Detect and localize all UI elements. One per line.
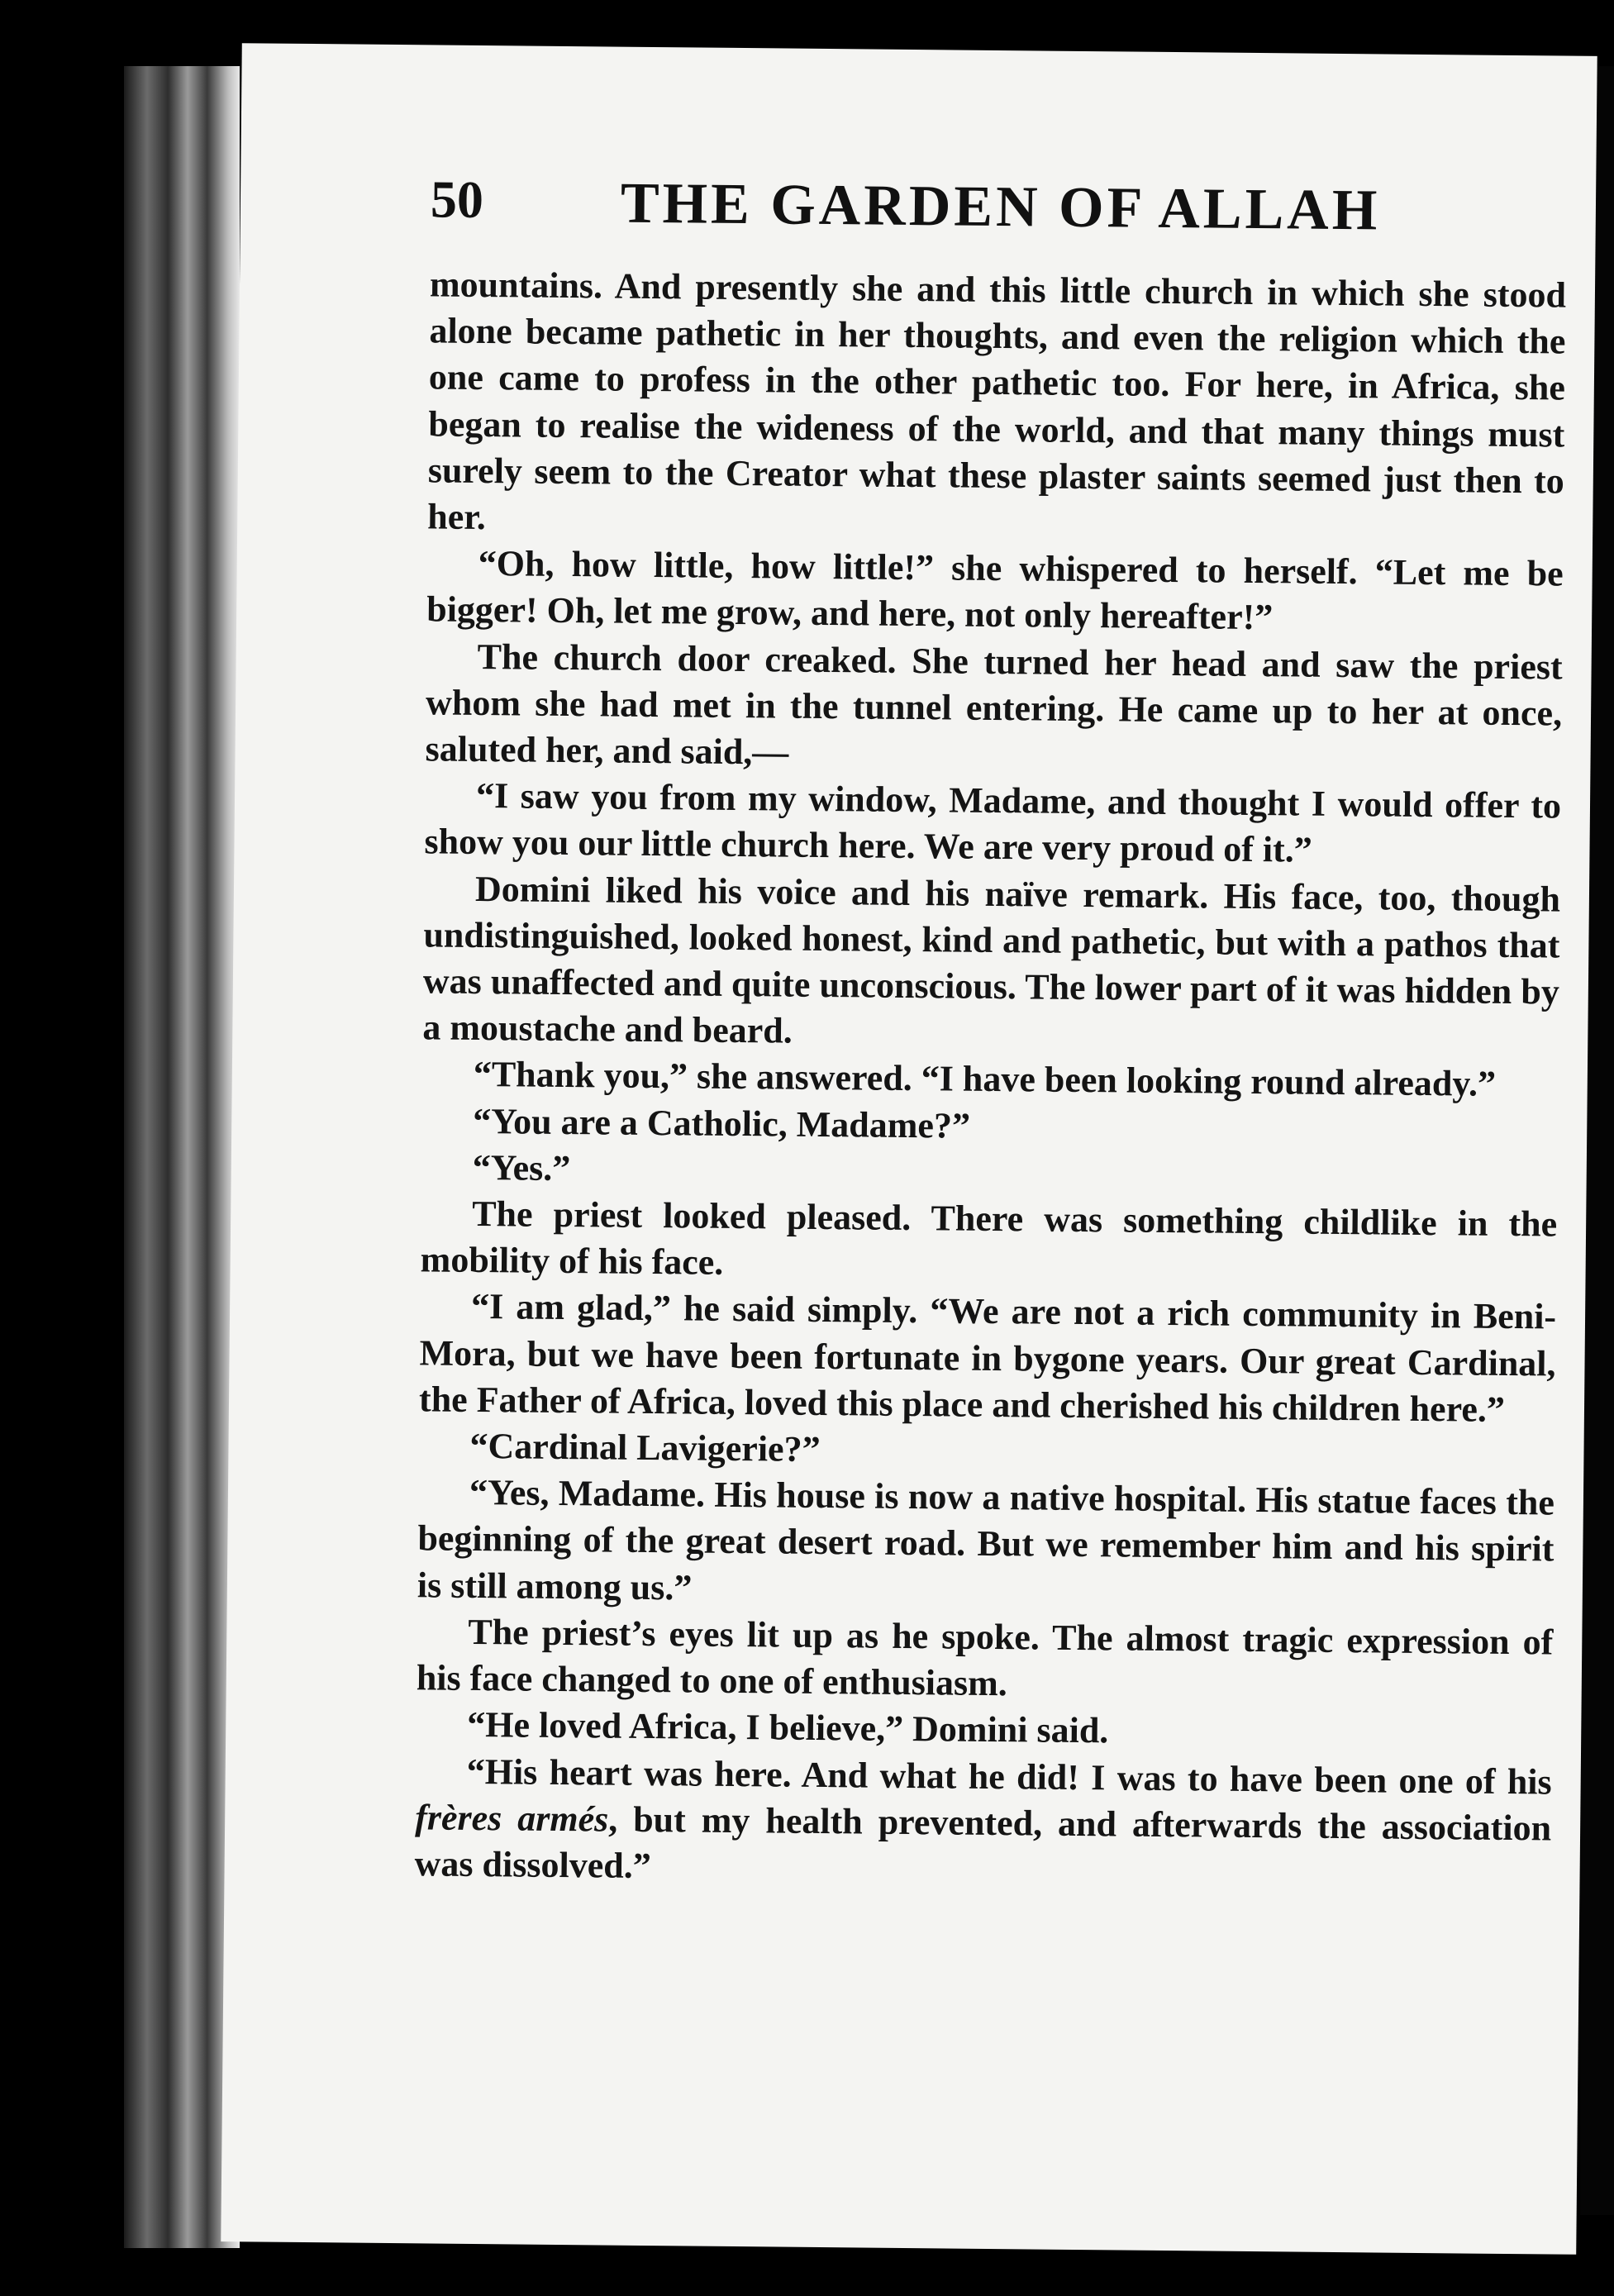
page-number: 50: [430, 169, 484, 230]
last-paragraph: [414, 1748, 1552, 1898]
paragraph: mountains. And presently she and this little church in which she stood alone became pathetic in her thoughts, and even the religion which the one came to profess in the other pathetic too. For here, in Africa, she began to realise the wideness of the world, and that many things must surely seem to the Creator what these plaster saints seemed just then to her.: [427, 264, 1567, 538]
paragraph: “I am glad,” he said simply. “We are not a rich community in Beni-Mora, but we have been fortunate in bygone years. Our great Cardinal, the Father of Africa, loved this place and cherished his children here.”: [418, 1286, 1557, 1430]
book-page: [221, 43, 1597, 2255]
paragraph: The church door creaked. She turned her head and saw the priest whom she had met in the tunnel entering. He came up to her at once, saluted her, and said,—: [425, 636, 1563, 773]
paragraph: “You are a Catholic, Madame?”: [473, 1100, 971, 1146]
paragraph: The priest’s eyes lit up as he spoke. The almost tragic expression of his face changed to one of enthusiasm.: [416, 1611, 1554, 1704]
book-spine-shadow: [124, 66, 240, 2248]
italic-phrase: frères armés: [414, 1797, 609, 1840]
paragraph: The priest looked pleased. There was something childlike in the mobility of his face.: [420, 1193, 1558, 1284]
last-paragraph-end: , but my health prevented, and afterwards the association was dissolved.”: [414, 1798, 1552, 1886]
paragraph: “Yes, Madame. His house is now a native hospital. His statue faces the beginning of the great desert road. But we remember him and his spirit is still among us.”: [417, 1472, 1555, 1608]
paragraph: “Oh, how little, how little!” she whispered to herself. “Let me be bigger! Oh, let me grow, and here, not only hereafter!”: [426, 543, 1564, 638]
paragraph: “I saw you from my window, Madame, and thought I would offer to show you our little church here. We are very proud of it.”: [424, 775, 1562, 871]
running-title: THE GARDEN OF ALLAH: [620, 171, 1381, 243]
body-text: [414, 261, 1566, 1898]
last-paragraph-start: “His heart was here. And what he did! I was to have been one of his: [466, 1751, 1552, 1802]
paragraph: “Cardinal Lavigerie?”: [469, 1425, 821, 1470]
paragraph: “He loved Africa, I believe,” Domini said.: [467, 1704, 1109, 1751]
paragraph: “Yes.”: [472, 1146, 571, 1188]
paragraph: Domini liked his voice and his naïve remark. His face, too, though undistinguished, looked honest, kind and pathetic, but with a pathos that was unaffected and quite unconscious. The lower part of it was hidden by a moustache and beard.: [422, 868, 1561, 1051]
paragraph: “Thank you,” she answered. “I have been looking round already.”: [473, 1054, 1497, 1105]
